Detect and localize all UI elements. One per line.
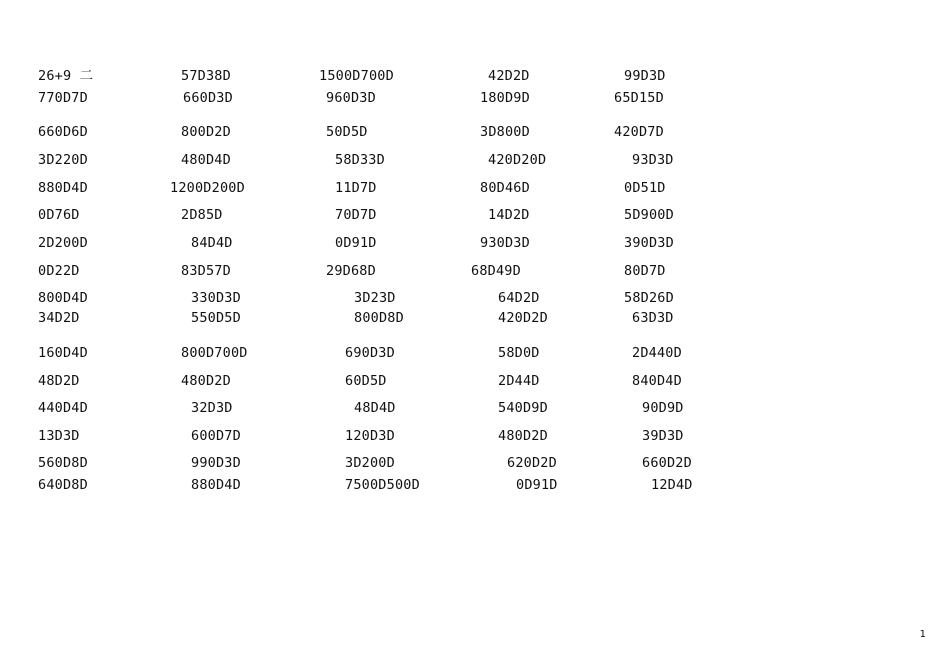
problem-cell: 0D51D — [624, 180, 666, 196]
problem-cell: 800D2D — [181, 124, 231, 140]
problem-cell: 63D3D — [632, 310, 674, 326]
problem-cell: 3D200D — [345, 455, 395, 471]
problem-cell: 3D800D — [480, 124, 530, 140]
problem-cell: 14D2D — [488, 207, 530, 223]
problem-cell: 1500D700D — [319, 68, 394, 84]
problem-cell: 880D4D — [191, 477, 241, 493]
problem-cell: 2D85D — [181, 207, 223, 223]
problem-cell: 42D2D — [488, 68, 530, 84]
problem-cell: 600D7D — [191, 428, 241, 444]
problem-cell: 620D2D — [507, 455, 557, 471]
problem-cell: 11D7D — [335, 180, 377, 196]
problem-cell: 180D9D — [480, 90, 530, 106]
problem-cell: 800D8D — [354, 310, 404, 326]
problem-cell: 5D900D — [624, 207, 674, 223]
problem-cell: 660D3D — [183, 90, 233, 106]
problem-cell: 70D7D — [335, 207, 377, 223]
problem-cell: 420D7D — [614, 124, 664, 140]
problem-cell: 390D3D — [624, 235, 674, 251]
problem-cell: 800D700D — [181, 345, 248, 361]
problem-cell: 990D3D — [191, 455, 241, 471]
problem-cell: 640D8D — [38, 477, 88, 493]
problem-cell: 840D4D — [632, 373, 682, 389]
problem-cell: 160D4D — [38, 345, 88, 361]
problem-cell: 60D5D — [345, 373, 387, 389]
problem-cell: 120D3D — [345, 428, 395, 444]
problem-cell: 80D46D — [480, 180, 530, 196]
problem-cell: 770D7D — [38, 90, 88, 106]
problem-cell: 930D3D — [480, 235, 530, 251]
problem-cell: 58D26D — [624, 290, 674, 306]
problem-cell: 84D4D — [191, 235, 233, 251]
problem-cell: 0D91D — [335, 235, 377, 251]
problem-cell: 32D3D — [191, 400, 233, 416]
problem-cell: 0D22D — [38, 263, 80, 279]
problem-cell: 2D44D — [498, 373, 540, 389]
page-number: 1 — [919, 629, 926, 640]
problem-cell: 880D4D — [38, 180, 88, 196]
problem-cell: 50D5D — [326, 124, 368, 140]
problem-cell: 1200D200D — [170, 180, 245, 196]
problem-cell: 480D4D — [181, 152, 231, 168]
problem-cell: 960D3D — [326, 90, 376, 106]
problem-cell: 13D3D — [38, 428, 80, 444]
problem-cell: 800D4D — [38, 290, 88, 306]
problem-cell: 2D200D — [38, 235, 88, 251]
problem-cell: 0D91D — [516, 477, 558, 493]
problem-cell: 26+9 二 — [38, 68, 94, 84]
problem-cell: 29D68D — [326, 263, 376, 279]
problem-cell: 690D3D — [345, 345, 395, 361]
problem-cell: 480D2D — [181, 373, 231, 389]
problem-cell: 480D2D — [498, 428, 548, 444]
problem-cell: 99D3D — [624, 68, 666, 84]
problem-cell: 3D23D — [354, 290, 396, 306]
problem-cell: 34D2D — [38, 310, 80, 326]
problem-cell: 48D2D — [38, 373, 80, 389]
problem-cell: 2D440D — [632, 345, 682, 361]
problem-cell: 58D33D — [335, 152, 385, 168]
problem-cell: 58D0D — [498, 345, 540, 361]
problem-cell: 7500D500D — [345, 477, 420, 493]
problem-cell: 93D3D — [632, 152, 674, 168]
problem-cell: 330D3D — [191, 290, 241, 306]
problem-cell: 420D20D — [488, 152, 547, 168]
problem-cell: 64D2D — [498, 290, 540, 306]
problem-cell: 560D8D — [38, 455, 88, 471]
problem-cell: 3D220D — [38, 152, 88, 168]
problem-cell: 0D76D — [38, 207, 80, 223]
problem-cell: 65D15D — [614, 90, 664, 106]
problem-cell: 540D9D — [498, 400, 548, 416]
problem-cell: 440D4D — [38, 400, 88, 416]
problem-cell: 420D2D — [498, 310, 548, 326]
problem-cell: 83D57D — [181, 263, 231, 279]
problem-cell: 550D5D — [191, 310, 241, 326]
problem-cell: 48D4D — [354, 400, 396, 416]
problem-cell: 12D4D — [651, 477, 693, 493]
problem-cell: 90D9D — [642, 400, 684, 416]
problem-cell: 68D49D — [471, 263, 521, 279]
problem-cell: 57D38D — [181, 68, 231, 84]
problem-cell: 660D6D — [38, 124, 88, 140]
problem-cell: 39D3D — [642, 428, 684, 444]
problem-cell: 80D7D — [624, 263, 666, 279]
problem-cell: 660D2D — [642, 455, 692, 471]
